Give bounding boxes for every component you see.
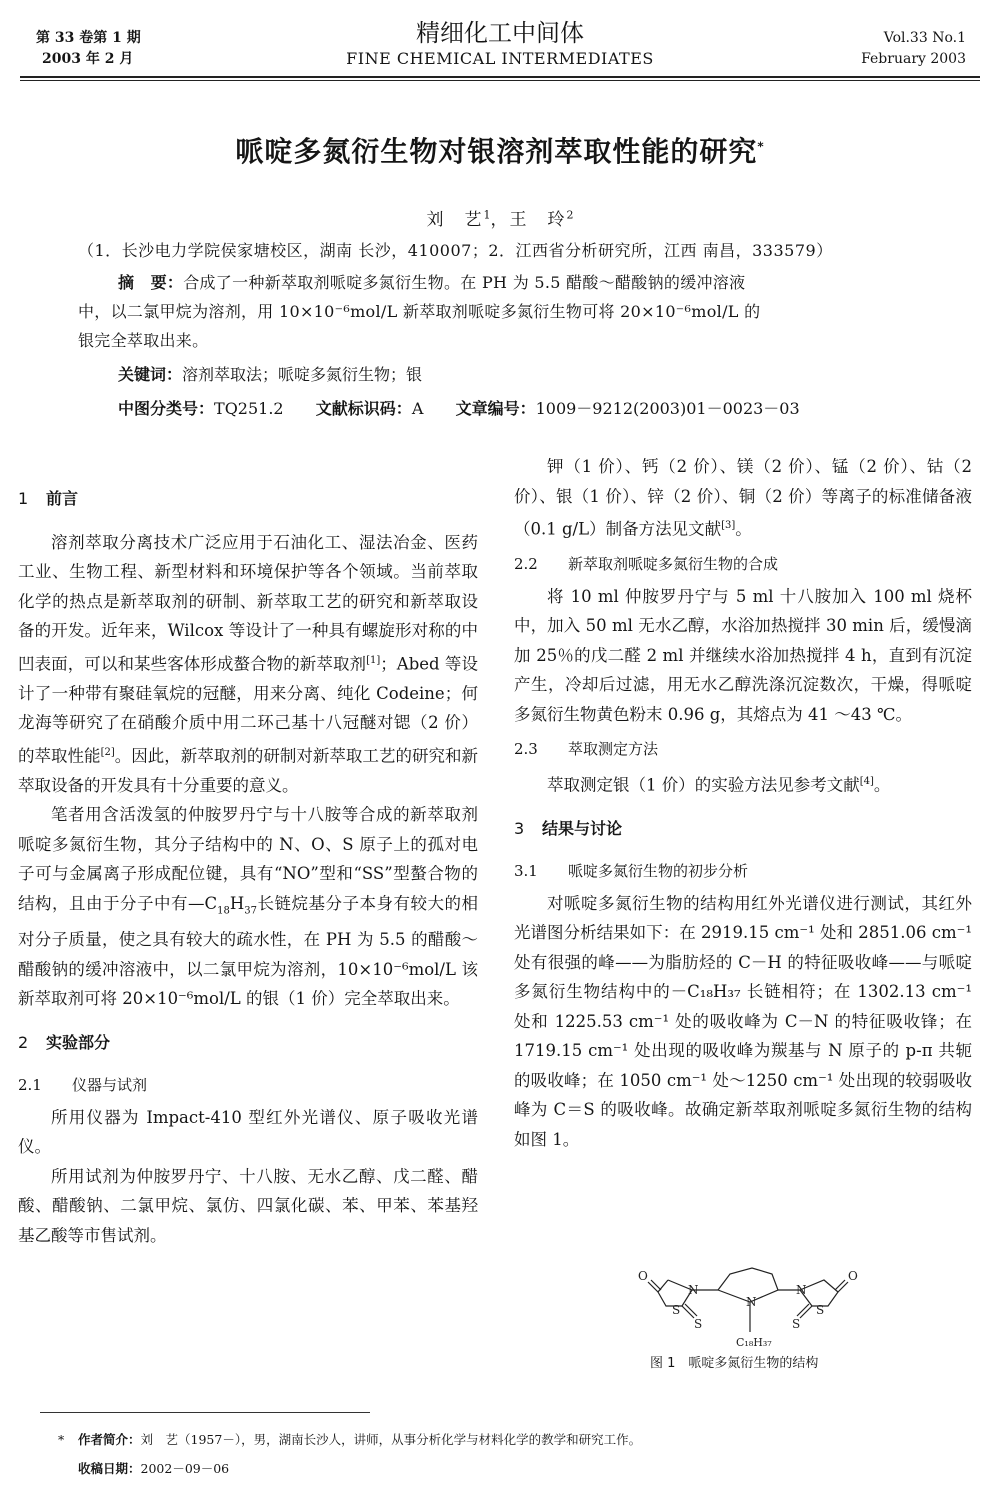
ir-analysis-paragraph: 对哌啶多氮衍生物的结构用红外光谱仪进行测试，其红外光谱图分析结果如下：在 2919.15 cm⁻¹ 处和 2851.06 cm⁻¹ 处有很强的峰——为脂肪烃的 C－H 的特征吸收峰——与哌啶多氮衍生物结构中的－C₁₈H₃₇ 长链相符；在 1302.13 cm⁻¹ 处和 1225.53 cm⁻¹ 处的吸收峰为 C－N 的特征吸收锋；在 1719.15 cm⁻¹ 处出现的吸收峰为羰基与 N 原子的 p-π 共轭的吸收峰；在 1050 cm⁻¹ 处～1250 cm⁻¹ 处出现的较弱吸收峰为 C＝S 的吸收峰。故确定新萃取剂哌啶多氮衍生物的结构如图 1。 bbox=[514, 893, 972, 1149]
doc-code-label: 文献标识码： bbox=[315, 399, 412, 418]
header-rule bbox=[20, 76, 980, 78]
volume-issue-en: Vol.33 No.1 bbox=[883, 30, 966, 46]
ref-1: [1] bbox=[366, 654, 381, 666]
section-2-heading: 2 实验部分 bbox=[18, 1032, 111, 1052]
keywords-text: 溶剂萃取法；哌啶多氮衍生物；银 bbox=[182, 365, 423, 384]
atom-o-left: O bbox=[638, 1269, 648, 1283]
atom-o-right: O bbox=[848, 1269, 858, 1283]
section-3-heading: 3 结果与讨论 bbox=[514, 818, 623, 838]
section-3-1-heading: 3.1 哌啶多氮衍生物的初步分析 bbox=[514, 862, 749, 880]
footnote bbox=[58, 1425, 641, 1483]
method-paragraph: 萃取测定银（1 价）的实验方法见参考文献[4]。 bbox=[547, 775, 891, 794]
received-date: 2002－09－06 bbox=[140, 1461, 230, 1476]
intro-paragraph-1: 溶剂萃取分离技术广泛应用于石油化工、湿法冶金、医药工业、生物工程、新型材料和环境保护等各个领域。当前萃取化学的热点是新萃取剂的研制、新萃取工艺的研究和新萃取设备的开发。近年来，Wilcox 等设计了一种具有螺旋形对称的中凹表面，可以和某些客体形成螯合物的新萃取剂[1]；Abed 等设计了一种带有聚硅氧烷的冠醚，用来分离、纯化 Codeine；何龙海等研究了在硝酸介质中用二环己基十八冠醚对锶（2 价）的萃取性能[2]。因此，新萃取剂的研制对新萃取工艺的研究和新萃取设备的开发具有十分重要的意义。 bbox=[18, 532, 479, 795]
article-number-label: 文章编号： bbox=[455, 399, 536, 418]
right-column bbox=[514, 452, 972, 1154]
author-2-affil: 2 bbox=[566, 208, 574, 222]
ref-4: [4] bbox=[859, 775, 874, 787]
figure-caption: 图 1 哌啶多氮衍生物的结构 bbox=[650, 1356, 819, 1371]
author-1: 刘 艺 bbox=[426, 210, 484, 230]
keywords-label: 关键词： bbox=[118, 365, 183, 384]
section-1-heading: 1 前言 bbox=[18, 489, 79, 508]
synthesis-paragraph: 将 10 ml 仲胺罗丹宁与 5 ml 十八胺加入 100 ml 烧杯中，加入 50 ml 无水乙醇，水浴加热搅拌 30 min 后，缓慢滴加 25％的戊二醛 2 ml 并继续水浴加热搅拌 4 h，直到有沉淀产生，冷却后过滤，用无水乙醇洗涤沉淀数次，干燥，得哌啶多氮衍生物黄色粉末 0.96 g，其熔点为 41 ～43 ℃。 bbox=[514, 586, 972, 724]
journal-title-block bbox=[0, 18, 1000, 70]
standard-solution-paragraph: 钾（1 价）、钙（2 价）、镁（2 价）、锰（2 价）、钴（2 价）、银（1 价）、锌（2 价）、铜（2 价）等离子的标准储备液（0.1 g/L）制备方法见文献[3]。 bbox=[514, 457, 972, 539]
ref-2: [2] bbox=[100, 746, 115, 758]
keywords bbox=[118, 362, 422, 385]
author-list bbox=[0, 205, 1000, 230]
footnote-mark: * bbox=[58, 1432, 65, 1447]
journal-name-cn: 精细化工中间体 bbox=[416, 19, 584, 47]
header-rule-thin bbox=[20, 80, 980, 81]
alkyl-substituent: C₁₈H₃₇ bbox=[736, 1336, 772, 1349]
reagents-paragraph: 所用试剂为仲胺罗丹宁、十八胺、无水乙醇、戊二醛、醋酸、醋酸钠、二氯甲烷、氯仿、四氯化碳、苯、甲苯、苯基羟基乙酸等市售试剂。 bbox=[18, 1166, 478, 1245]
abstract bbox=[78, 268, 918, 355]
atom-n-right: N bbox=[796, 1283, 807, 1297]
journal-issue-en bbox=[861, 28, 966, 70]
abstract-line-2: 中，以二氯甲烷为溶剂，用 10×10⁻⁶mol/L 新萃取剂哌啶多氮衍生物可将 20×10⁻⁶mol/L 的 bbox=[78, 302, 761, 321]
atom-s-left-ring: S bbox=[672, 1303, 681, 1317]
section-2-2-heading: 2.2 新萃取剂哌啶多氮衍生物的合成 bbox=[514, 555, 779, 573]
ref-3: [3] bbox=[721, 520, 736, 531]
atom-s-right-ring: S bbox=[816, 1303, 825, 1317]
author-separator: ， bbox=[490, 210, 510, 230]
article-number: 1009－9212(2003)01－0023－03 bbox=[535, 399, 800, 418]
classification-line bbox=[118, 396, 800, 419]
author-1-affil: 1 bbox=[483, 208, 491, 222]
instruments-paragraph: 所用仪器为 Impact-410 型红外光谱仪、原子吸收光谱仪。 bbox=[18, 1107, 478, 1157]
author-2: 王 玲 bbox=[509, 210, 567, 230]
atom-n-piperidine: N bbox=[746, 1295, 757, 1309]
doc-code: A bbox=[411, 399, 424, 418]
footnote-rule bbox=[40, 1412, 370, 1413]
author-bio-label: 作者简介： bbox=[78, 1432, 141, 1447]
author-bio-text: 刘 艺（1957－），男，湖南长沙人，讲师，从事分析化学与材料化学的教学和研究工作。 bbox=[140, 1432, 642, 1447]
affiliations: （1．长沙电力学院侯家塘校区，湖南 长沙，410007；2．江西省分析研究所，江西 南昌，333579） bbox=[78, 241, 833, 260]
received-date-label: 收稿日期： bbox=[78, 1461, 141, 1476]
volume-issue: 第 33 卷第 1 期 bbox=[36, 30, 141, 46]
atom-s-left-thione: S bbox=[694, 1317, 703, 1331]
abstract-line-3: 银完全萃取出来。 bbox=[78, 331, 209, 350]
title-footnote-mark: * bbox=[757, 139, 765, 154]
publication-date-en: February 2003 bbox=[861, 51, 966, 67]
atom-n-left: N bbox=[688, 1283, 699, 1297]
publication-date-cn: 2003 年 2 月 bbox=[42, 51, 134, 67]
abstract-line-1: 合成了一种新萃取剂哌啶多氮衍生物。在 PH 为 5.5 醋酸～醋酸钠的缓冲溶液 bbox=[183, 273, 746, 292]
clc-code: TQ251.2 bbox=[214, 399, 284, 418]
section-2-3-heading: 2.3 萃取测定方法 bbox=[514, 740, 659, 758]
left-column bbox=[18, 470, 478, 1250]
journal-name-en: FINE CHEMICAL INTERMEDIATES bbox=[346, 49, 654, 68]
abstract-label: 摘 要： bbox=[118, 273, 184, 292]
clc-label: 中图分类号： bbox=[118, 399, 215, 418]
molecular-structure-figure bbox=[620, 1240, 880, 1350]
article-title bbox=[0, 130, 1000, 170]
intro-paragraph-2: 笔者用含活泼氢的仲胺罗丹宁与十八胺等合成的新萃取剂哌啶多氮衍生物，其分子结构中的 N、O、S 原子上的孤对电子可与金属离子形成配位键，具有“NO”型和“SS”型螯合物的结构，且由于分子中有$—C_{18}H_{37}$长链烷基分子本身有较大的相对分子质量，使之具有较大的疏水性，在 PH 为 5.5 的醋酸～醋酸钠的缓冲溶液中，以二氯甲烷为溶剂，10×10⁻⁶mol/L 该新萃取剂可将 20×10⁻⁶mol/L 的银（1 价）完全萃取出来。 bbox=[18, 805, 479, 1009]
title-text: 哌啶多氮衍生物对银溶剂萃取性能的研究 bbox=[235, 135, 758, 168]
section-2-1-heading: 2.1 仪器与试剂 bbox=[18, 1076, 148, 1095]
atom-s-right-thione: S bbox=[792, 1317, 801, 1331]
